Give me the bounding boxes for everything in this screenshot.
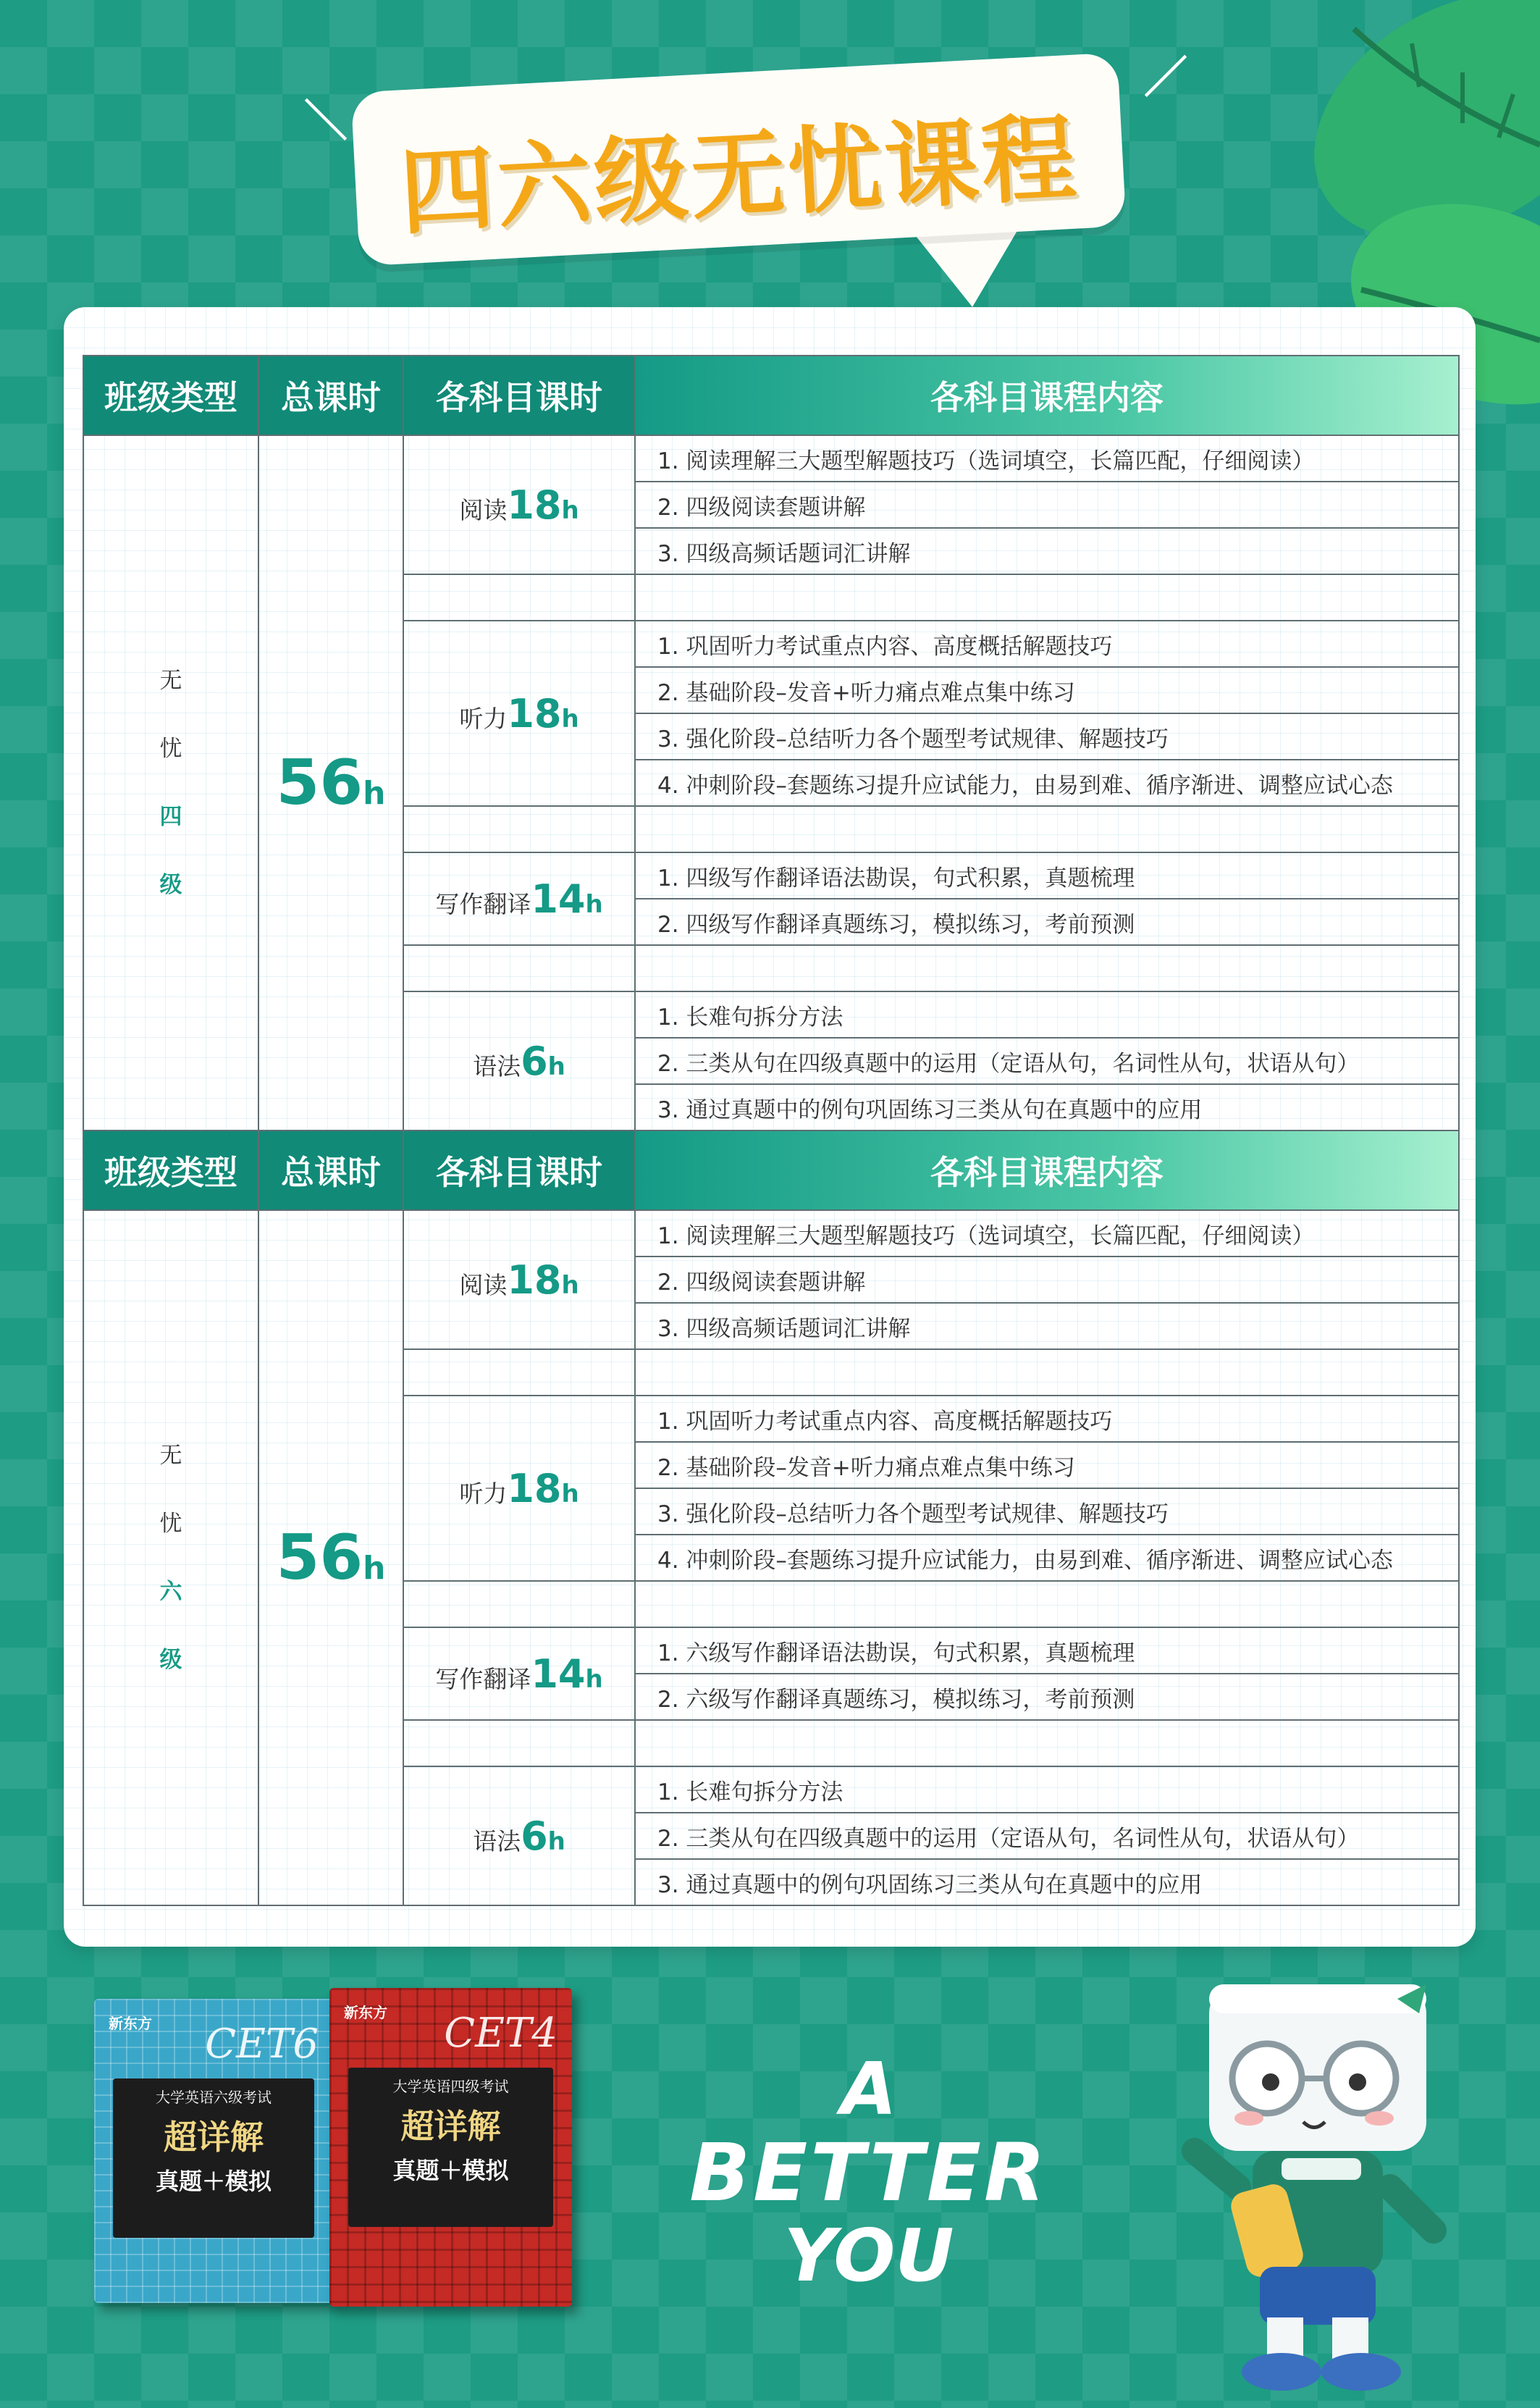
- header-class-type: 班级类型: [83, 356, 258, 435]
- blank-cell: [635, 806, 1459, 852]
- blank-cell: [403, 1720, 635, 1766]
- total-hours-unit: h: [363, 1550, 386, 1587]
- class-type-cell: [83, 435, 258, 1130]
- total-hours-cell: [258, 435, 403, 1130]
- subject-hours-unit: h: [585, 1664, 603, 1694]
- class-type-char: 忧: [159, 736, 182, 762]
- subject-hours-value: 18: [507, 1465, 562, 1511]
- book-cet4: [329, 1988, 572, 2307]
- blank-cell: [635, 574, 1459, 621]
- subject-name: 写作翻译: [435, 1664, 531, 1693]
- subject-hours-value: 18: [507, 482, 562, 528]
- subject-hours-unit: h: [547, 1826, 565, 1856]
- subject-hours-value: 18: [507, 1257, 562, 1303]
- book-tagline: 真题＋模拟: [155, 2168, 272, 2195]
- subject-name: 阅读: [459, 1270, 508, 1299]
- subject-hours-cell: [403, 435, 635, 574]
- course-content-item: 2. 四级写作翻译真题练习，模拟练习，考前预测: [635, 899, 1459, 945]
- slogan: [688, 2047, 1050, 2298]
- course-table-panel: [64, 307, 1476, 1947]
- subject-hours-unit: h: [547, 1052, 565, 1081]
- subject-hours-value: 18: [507, 690, 562, 737]
- blank-cell: [635, 1581, 1459, 1627]
- table-header-row: [83, 1130, 1459, 1210]
- book-brand: 新东方: [344, 2004, 387, 2021]
- book-title: 超详解: [400, 2107, 501, 2146]
- blank-cell: [403, 1581, 635, 1627]
- subject-name: 写作翻译: [435, 889, 531, 918]
- course-content-item: 2. 三类从句在四级真题中的运用（定语从句，名词性从句，状语从句）: [635, 1038, 1459, 1084]
- subject-hours-unit: h: [585, 889, 603, 919]
- subject-hours-cell: [403, 1210, 635, 1349]
- course-content-item: 3. 强化阶段–总结听力各个题型考试规律、解题技巧: [635, 1488, 1459, 1535]
- mascot-illustration: [1180, 1970, 1470, 2397]
- header-subject-hours: 各科目课时: [403, 1130, 635, 1210]
- course-table: [83, 355, 1460, 1906]
- course-content-item: 1. 巩固听力考试重点内容、高度概括解题技巧: [635, 1396, 1459, 1442]
- subject-hours-value: 6: [521, 1813, 548, 1859]
- slogan-line-1: A: [841, 2047, 897, 2131]
- subject-hours-cell: [403, 621, 635, 806]
- course-content-item: 3. 四级高频话题词汇讲解: [635, 528, 1459, 574]
- header-class-type: 班级类型: [83, 1130, 258, 1210]
- class-type-char: 无: [159, 668, 182, 694]
- course-content-item: 1. 四级写作翻译语法勘误，句式积累，真题梳理: [635, 852, 1459, 899]
- subject-hours-unit: h: [561, 495, 579, 525]
- blank-cell: [403, 574, 635, 621]
- page-title: 四六级无忧课程: [397, 102, 1082, 248]
- slogan-line-3: YOU: [783, 2213, 954, 2298]
- subject-name: 听力: [459, 704, 508, 733]
- subject-hours-cell: [403, 1396, 635, 1581]
- class-type-char: 无: [159, 1443, 182, 1469]
- header-total-hours: 总课时: [258, 1130, 403, 1210]
- book-code: CET6: [205, 2021, 319, 2068]
- book-cet6: [94, 1999, 333, 2303]
- header-subject-hours: 各科目课时: [403, 356, 635, 435]
- table-header-row: [83, 356, 1459, 435]
- course-content-item: 1. 阅读理解三大题型解题技巧（选词填空，长篇匹配，仔细阅读）: [635, 435, 1459, 482]
- course-content-item: 3. 通过真题中的例句巩固练习三类从句在真题中的应用: [635, 1084, 1459, 1130]
- book-tagline: 真题＋模拟: [392, 2157, 509, 2184]
- sparkle-icon: ／: [1144, 53, 1187, 104]
- total-hours-cell: [258, 1210, 403, 1905]
- course-content-item: 2. 六级写作翻译真题练习，模拟练习，考前预测: [635, 1674, 1459, 1720]
- subject-hours-cell: [403, 991, 635, 1130]
- blank-cell: [635, 945, 1459, 991]
- slogan-line-2: BETTER: [689, 2126, 1048, 2219]
- course-content-item: 1. 阅读理解三大题型解题技巧（选词填空，长篇匹配，仔细阅读）: [635, 1210, 1459, 1257]
- book-code: CET4: [444, 2010, 557, 2057]
- book-label: [113, 2078, 314, 2238]
- course-content-item: 4. 冲刺阶段–套题练习提升应试能力，由易到难、循序渐进、调整应试心态: [635, 1535, 1459, 1581]
- subject-hours-unit: h: [561, 1479, 579, 1509]
- class-level-char: 六: [159, 1579, 182, 1605]
- blank-cell: [403, 1349, 635, 1396]
- class-type-cell: [83, 1210, 258, 1905]
- blank-cell: [403, 806, 635, 852]
- total-hours-value: 56: [276, 747, 363, 819]
- course-content-item: 3. 通过真题中的例句巩固练习三类从句在真题中的应用: [635, 1859, 1459, 1905]
- book-brand: 新东方: [109, 2015, 152, 2032]
- course-content-item: 1. 六级写作翻译语法勘误，句式积累，真题梳理: [635, 1627, 1459, 1674]
- course-content-item: 4. 冲刺阶段–套题练习提升应试能力，由易到难、循序渐进、调整应试心态: [635, 760, 1459, 806]
- course-content-item: 2. 三类从句在四级真题中的运用（定语从句，名词性从句，状语从句）: [635, 1813, 1459, 1859]
- header-subject-content: 各科目课程内容: [635, 356, 1459, 435]
- subject-name: 听力: [459, 1479, 508, 1508]
- blank-cell: [635, 1720, 1459, 1766]
- book-subtitle: 大学英语六级考试: [156, 2089, 272, 2106]
- header-subject-content: 各科目课程内容: [635, 1130, 1459, 1210]
- table-row: [83, 435, 1459, 482]
- subject-hours-unit: h: [561, 704, 579, 734]
- class-level-char: 级: [159, 872, 182, 898]
- total-hours-unit: h: [363, 775, 386, 812]
- book-label: [348, 2068, 553, 2227]
- course-content-item: 3. 四级高频话题词汇讲解: [635, 1303, 1459, 1349]
- class-type-char: 忧: [159, 1511, 182, 1537]
- course-content-item: 1. 长难句拆分方法: [635, 1766, 1459, 1813]
- subject-name: 阅读: [459, 495, 508, 524]
- subject-hours-value: 14: [531, 876, 586, 922]
- course-content-item: 2. 四级阅读套题讲解: [635, 482, 1459, 528]
- header-total-hours: 总课时: [258, 356, 403, 435]
- course-content-item: 2. 基础阶段–发音+听力痛点难点集中练习: [635, 667, 1459, 713]
- table-row: [83, 1210, 1459, 1257]
- subject-hours-unit: h: [561, 1270, 579, 1300]
- subject-name: 语法: [473, 1826, 521, 1855]
- class-level-char: 级: [159, 1647, 182, 1673]
- blank-cell: [635, 1349, 1459, 1396]
- subject-hours-value: 14: [531, 1650, 586, 1697]
- course-content-item: 3. 强化阶段–总结听力各个题型考试规律、解题技巧: [635, 713, 1459, 760]
- class-level-char: 四: [159, 804, 182, 830]
- course-content-item: 2. 四级阅读套题讲解: [635, 1257, 1459, 1303]
- subject-hours-value: 6: [521, 1038, 548, 1084]
- book-subtitle: 大学英语四级考试: [392, 2078, 509, 2095]
- subject-name: 语法: [473, 1052, 521, 1081]
- blank-cell: [403, 945, 635, 991]
- course-content-item: 1. 巩固听力考试重点内容、高度概括解题技巧: [635, 621, 1459, 667]
- total-hours-value: 56: [276, 1522, 363, 1594]
- subject-hours-cell: [403, 852, 635, 945]
- book-title: 超详解: [164, 2118, 264, 2157]
- sparkle-icon: ＼: [304, 96, 348, 147]
- subject-hours-cell: [403, 1766, 635, 1905]
- subject-hours-cell: [403, 1627, 635, 1720]
- course-content-item: 1. 长难句拆分方法: [635, 991, 1459, 1038]
- course-content-item: 2. 基础阶段–发音+听力痛点难点集中练习: [635, 1442, 1459, 1488]
